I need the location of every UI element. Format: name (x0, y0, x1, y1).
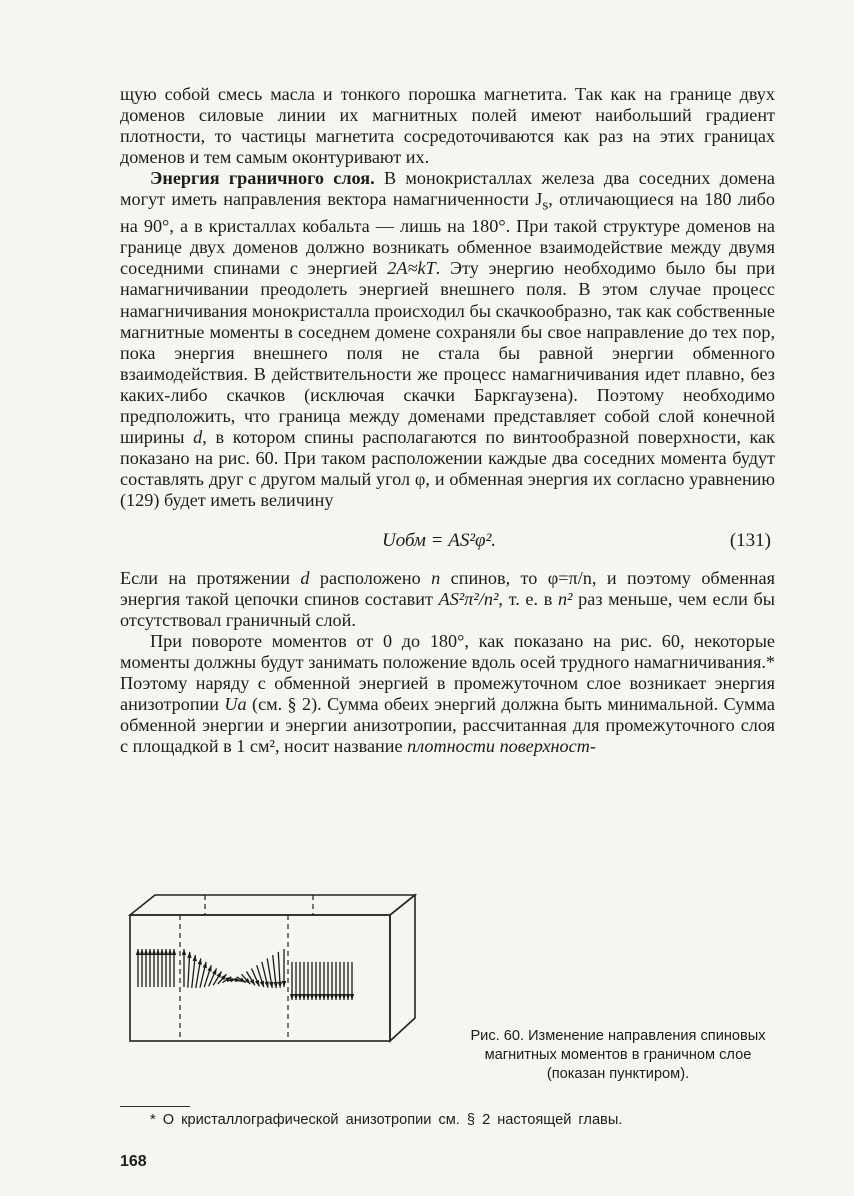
spin-arrowhead-3 (148, 949, 152, 955)
inline-math-d: d (193, 427, 203, 448)
spin-arrowhead-0 (136, 949, 140, 955)
spin-arrowhead-9 (172, 949, 176, 955)
paragraph-4-italic-term: плотности поверхност- (407, 736, 596, 757)
box-side-face (390, 895, 415, 1041)
inline-math-d2: d (300, 567, 310, 588)
figure-60-domain-wall (128, 893, 428, 1053)
inline-math-ua: Uа (224, 694, 247, 715)
paragraph-2-text-a: В монокристаллах железа два соседних домена могут иметь направления вектора намагниченности J (120, 168, 775, 210)
paragraph-1: щую собой смесь масла и тонкого порошка магнетита. Так как на границе двух доменов силовые линии их магнитных полей имеют наибольший градиент плотности, то частицы магнетита сосредоточиваются как раз на этих границах доменов и тем самым оконтуривают их. (120, 84, 775, 168)
paragraph-3-text-a: Если на протяжении (120, 567, 301, 588)
paragraph-3-text-c: спинов, то φ=π/n, и поэтому обменная энергия такой цепочки спинов составит (120, 567, 775, 609)
equation-number: (131) (729, 529, 771, 551)
inline-math-n-squared: n² (557, 588, 573, 609)
main-text (120, 84, 775, 757)
spin-arrowhead-44 (338, 994, 342, 1000)
equation-expression: Uобм = AS²φ². (382, 529, 497, 551)
spin-arrowhead-5 (156, 949, 160, 955)
footnote: * О кристаллографической анизотропии см. § 2 настоящей главы. (150, 1112, 623, 1128)
spin-arrowhead-38 (314, 994, 318, 1000)
spin-arrowhead-11 (187, 952, 191, 958)
spin-arrowhead-32 (290, 994, 294, 1000)
figure-caption: Рис. 60. Изменение направления спиновых магнитных моментов в граничном слое (показан пунктиром). (470, 1028, 766, 1082)
spin-arrowhead-7 (164, 949, 168, 955)
inline-math-n: n (431, 567, 441, 588)
spin-arrowhead-4 (152, 949, 156, 955)
spin-arrowhead-6 (160, 949, 164, 955)
spin-arrowhead-15 (207, 965, 211, 971)
spin-arrowhead-33 (294, 994, 298, 1000)
spin-arrowhead-31 (282, 981, 286, 987)
paragraph-3 (120, 568, 775, 631)
spin-arrowhead-2 (144, 949, 148, 955)
inline-math-energy: 2A≈kT (387, 258, 436, 279)
spin-arrowhead-8 (168, 949, 172, 955)
page-number: 168 (120, 1153, 147, 1170)
equation-131 (120, 520, 775, 562)
spin-arrowhead-17 (217, 971, 222, 977)
spin-arrows (136, 949, 354, 1000)
paragraph-3-text-b: расположено (309, 567, 432, 588)
paragraph-2-text-c: . Эту энергию необходимо было бы при намагничивании преодолеть энергией внешнего поля. В этом случае процесс намагничивания монокристалла происходил бы скачкообразно, так как собственные магнитные моменты в соседнем домене сохраняли бы свое направление до тех пор, пока энергия внешнего поля не стала бы равной энергии обменного взаимодействия. В действительности же процесс намагничивания идет плавно, без каких-либо скачков (исключая скачки Баркгаузена). Поэтому необходимо предположить, что граница между доменами представляет собой слой конечной ширины (120, 258, 775, 448)
inline-math-chain-energy: AS²π²/n² (438, 588, 499, 609)
spin-arrowhead-1 (140, 949, 144, 955)
paragraph-2-text-e: , в котором спины располагаются по винтообразной поверхности, как показано на рис. 60. При таком расположении каждые два соседних момента будут составлять друг с другом малый угол φ, и обменная энергия их согласно уравнению (129) будет иметь величину (120, 427, 775, 511)
spin-arrowhead-37 (310, 994, 314, 1000)
subscript-s: s (542, 197, 549, 215)
footnote-rule (120, 1106, 190, 1107)
spin-arrowhead-35 (302, 994, 306, 1000)
spin-arrowhead-40 (322, 994, 326, 1000)
spin-arrowhead-14 (203, 962, 207, 968)
spin-arrowhead-25 (255, 980, 259, 986)
spin-arrowhead-45 (342, 994, 346, 1000)
spin-arrowhead-34 (298, 994, 302, 1000)
paragraph-3-text-e: раз меньше, чем если бы отсутствовал граничный слой. (120, 588, 775, 630)
spin-arrowhead-16 (212, 968, 216, 974)
paragraph-2-text-b: , отличающиеся на 180 либо на 90°, а в кристаллах кобальта — лишь на 180°. При такой структуре доменов на границе двух доменов должно возникать обменное взаимодействие между двумя соседними спинами с энергией (120, 189, 775, 279)
spin-arrowhead-10 (182, 949, 186, 955)
paragraph-3-text-d: , т. е. в (498, 588, 558, 609)
paragraph-4-text-b: (см. § 2). Сумма обеих энергий должна быть минимальной. Сумма обменной энергии и энергии анизотропии, рассчитанная для промежуточного слоя с площадкой в 1 см², носит название (120, 694, 776, 757)
paragraph-4-text-a: При повороте моментов от 0 до 180°, как показано на рис. 60, некоторые моменты должны будут занимать положение вдоль осей трудного намагничивания.* Поэтому наряду с обменной энергией в промежуточном слое возникает энергия анизотропии (120, 630, 775, 715)
paragraph-4 (120, 631, 775, 758)
spin-arrowhead-47 (350, 994, 354, 1000)
spin-arrowhead-43 (334, 994, 338, 1000)
spin-arrowhead-36 (306, 994, 310, 1000)
spin-arrowhead-46 (346, 994, 350, 1000)
spin-arrowhead-13 (198, 958, 202, 964)
spin-arrowhead-30 (278, 982, 282, 988)
spin-arrowhead-27 (264, 981, 268, 987)
spin-arrowhead-41 (326, 994, 330, 1000)
spin-arrowhead-42 (330, 994, 334, 1000)
paragraph-2 (120, 168, 775, 511)
section-heading: Энергия граничного слоя. (150, 168, 375, 189)
spin-arrowhead-39 (318, 994, 322, 1000)
box-front-face (130, 915, 390, 1041)
box-top-face (130, 895, 415, 915)
spin-arrowhead-26 (260, 981, 264, 987)
spin-arrowhead-28 (269, 982, 273, 988)
spin-arrowhead-24 (250, 979, 255, 985)
